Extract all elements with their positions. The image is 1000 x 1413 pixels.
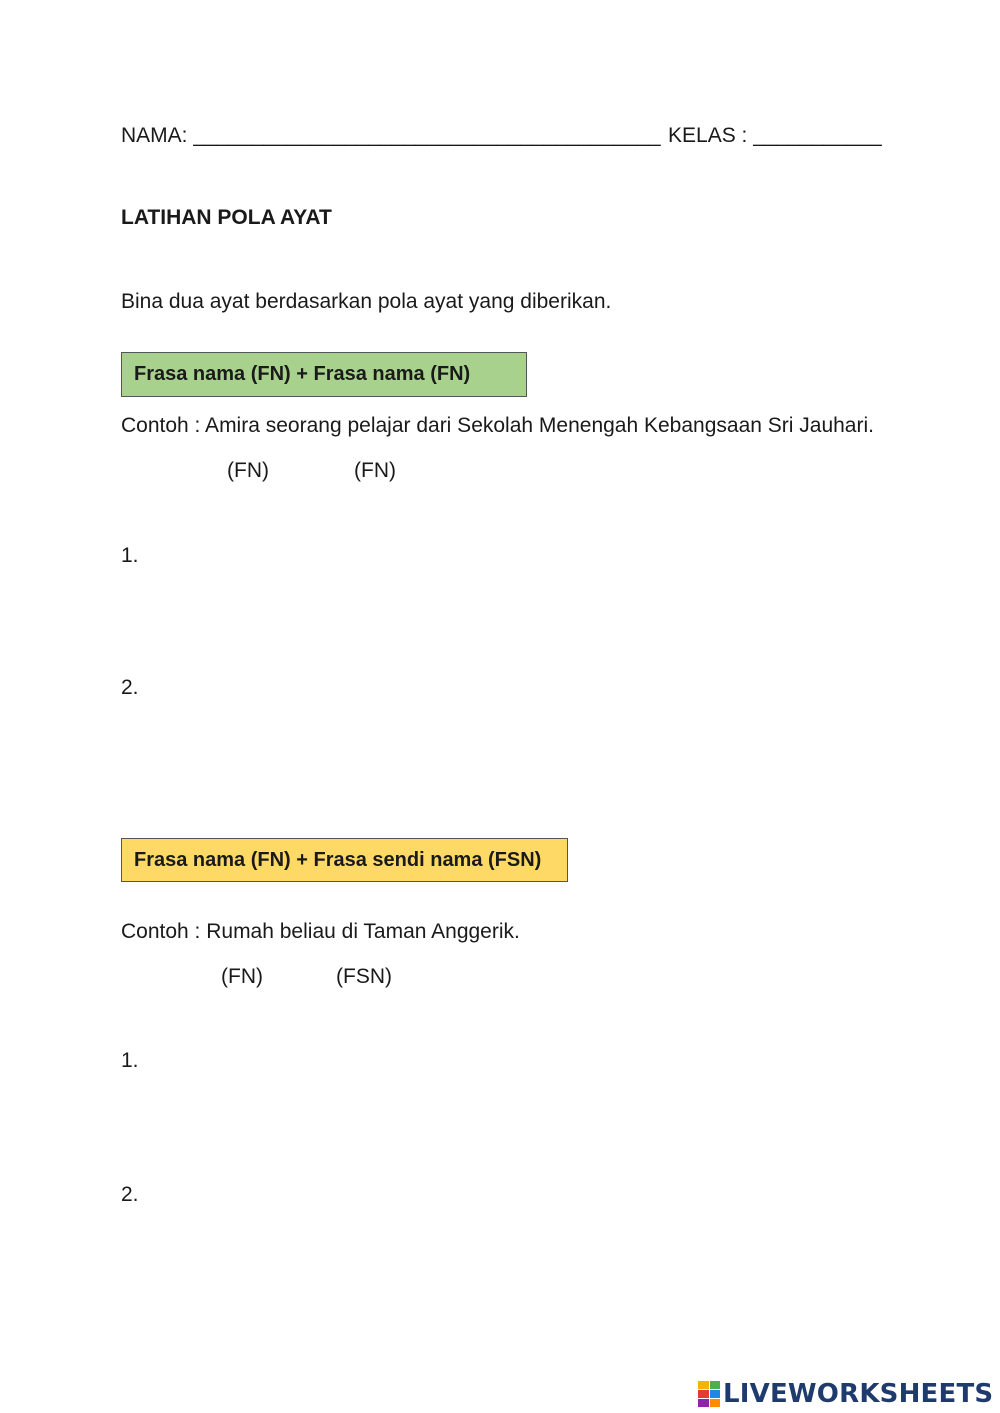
pattern-box-fn-fn: Frasa nama (FN) + Frasa nama (FN)	[121, 352, 527, 397]
kelas-field[interactable]: KELAS : ___________	[668, 124, 882, 147]
example-tag-fn-1: (FN)	[227, 459, 269, 482]
example-sentence-1: Contoh : Amira seorang pelajar dari Sekolah Menengah Kebangsaan Sri Jauhari.	[121, 414, 874, 437]
nama-field[interactable]: NAMA: ________________________________________	[121, 124, 661, 147]
answer-label-2b: 2.	[121, 1183, 139, 1206]
instruction-text: Bina dua ayat berdasarkan pola ayat yang diberikan.	[121, 290, 612, 313]
answer-field-2a[interactable]	[150, 1045, 880, 1077]
liveworksheets-logo	[698, 1377, 993, 1411]
pattern-box-fn-fsn: Frasa nama (FN) + Frasa sendi nama (FSN)	[121, 838, 568, 882]
answer-field-1b[interactable]	[150, 672, 880, 704]
example-sentence-2: Contoh : Rumah beliau di Taman Anggerik.	[121, 920, 520, 943]
example-tag-fn-3: (FN)	[221, 965, 263, 988]
liveworksheets-logo-text: LIVEWORKSHEETS	[723, 1379, 994, 1409]
liveworksheets-logo-icon	[698, 1381, 720, 1407]
worksheet-title: LATIHAN POLA AYAT	[121, 206, 332, 229]
answer-label-1a: 1.	[121, 544, 139, 567]
answer-field-1a[interactable]	[150, 540, 880, 572]
answer-label-2a: 1.	[121, 1049, 139, 1072]
example-tag-fsn: (FSN)	[336, 965, 392, 988]
answer-field-2b[interactable]	[150, 1179, 880, 1211]
answer-label-1b: 2.	[121, 676, 139, 699]
example-tag-fn-2: (FN)	[354, 459, 396, 482]
